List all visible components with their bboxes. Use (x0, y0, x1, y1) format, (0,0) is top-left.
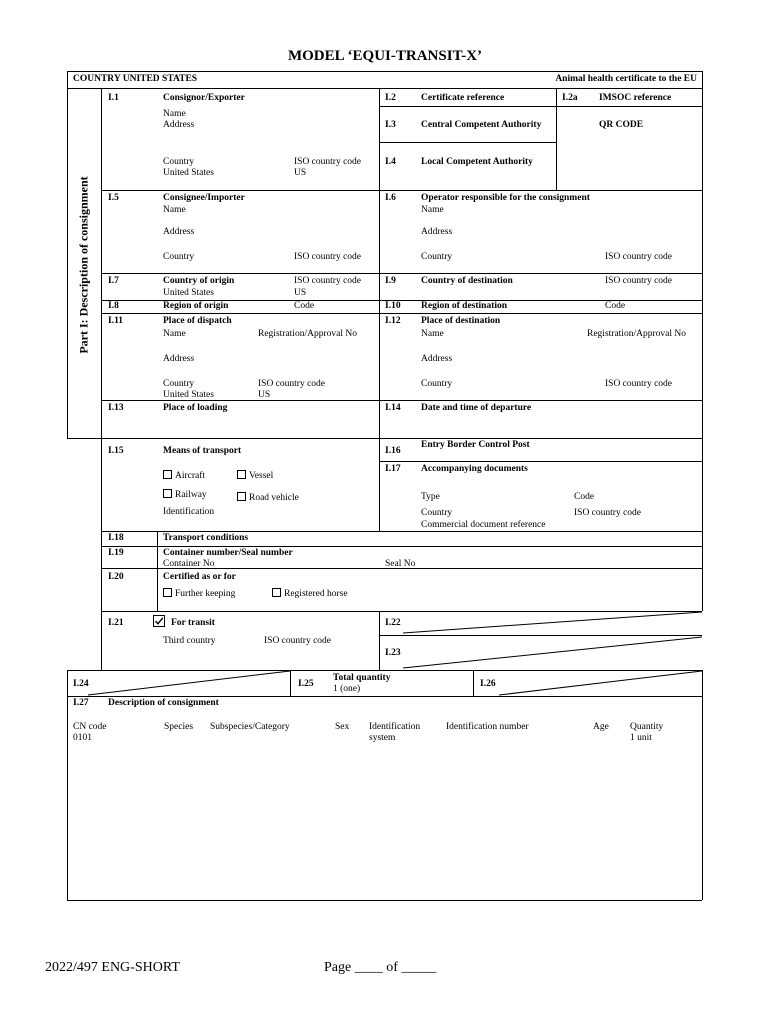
checkbox-icon[interactable] (237, 492, 246, 501)
strike-line-i22 (403, 612, 702, 633)
column-age: Age (593, 722, 609, 732)
checkbox-icon[interactable] (272, 588, 281, 597)
i9-iso: ISO country code (605, 276, 673, 286)
i7-number: I.7 (108, 276, 119, 286)
i11-address: Address (163, 354, 195, 364)
i5-iso: ISO country code (294, 252, 362, 262)
column-identification-number: Identification number (446, 722, 529, 732)
i1-iso-value: US (294, 168, 307, 178)
country-header: COUNTRY UNITED STATES (73, 74, 198, 84)
i1-label: Consignor/Exporter (163, 93, 245, 103)
i21-iso: ISO country code (264, 636, 332, 646)
i1-iso: ISO country code (294, 157, 362, 167)
i11-country-value: United States (163, 390, 214, 400)
i15-identification: Identification (163, 507, 215, 517)
i10-label: Region of destination (421, 301, 508, 311)
i8-number: I.8 (108, 301, 119, 311)
certificate-type: Animal health certificate to the EU (555, 74, 697, 84)
i21-number: I.21 (108, 618, 124, 628)
i11-name: Name (163, 329, 186, 339)
i7-value: United States (163, 288, 214, 298)
i12-label: Place of destination (421, 316, 501, 326)
i2-label: Certificate reference (421, 93, 505, 103)
i11-iso-value: US (258, 390, 271, 400)
i20-number: I.20 (108, 572, 124, 582)
option-label: Registered horse (284, 589, 348, 599)
i1-name: Name (163, 109, 186, 119)
option-label: Aircraft (175, 471, 206, 481)
i23-number: I.23 (385, 648, 401, 658)
i3-number: I.3 (385, 120, 396, 130)
i20-label: Certified as or for (163, 572, 236, 582)
row-quantity: 1 unit (630, 733, 652, 743)
i2a-number: I.2a (562, 93, 578, 103)
column-identification-system: Identification (369, 722, 421, 732)
i1-number: I.1 (108, 93, 119, 103)
i1-address: Address (163, 120, 195, 130)
i27-label: Description of consignment (108, 698, 219, 708)
i3-label: Central Competent Authority (421, 120, 542, 130)
part-label: Part I: Description of consignment (76, 176, 91, 354)
i12-iso: ISO country code (605, 379, 673, 389)
option-road-vehicle[interactable] (237, 492, 299, 504)
i6-number: I.6 (385, 193, 396, 203)
qr-code: QR CODE (599, 120, 644, 130)
i9-number: I.9 (385, 276, 396, 286)
i5-name: Name (163, 205, 186, 215)
i17-type: Type (421, 492, 440, 502)
option-vessel[interactable] (237, 470, 273, 482)
i21-third-country: Third country (163, 636, 216, 646)
i24-number: I.24 (73, 679, 89, 689)
i7-label: Country of origin (163, 276, 235, 286)
i8-label: Region of origin (163, 301, 229, 311)
option-label: Further keeping (175, 589, 236, 599)
option-railway[interactable] (163, 489, 207, 501)
i2a-label: IMSOC reference (599, 93, 672, 103)
i9-label: Country of destination (421, 276, 513, 286)
i10-code: Code (605, 301, 626, 311)
i5-country: Country (163, 252, 195, 262)
column-species: Species (164, 722, 194, 732)
i6-name: Name (421, 205, 444, 215)
i15-label: Means of transport (163, 446, 242, 456)
option-aircraft[interactable] (163, 470, 205, 482)
i19-seal: Seal No (385, 559, 416, 569)
i16-label: Entry Border Control Post (421, 440, 530, 450)
i17-label: Accompanying documents (421, 464, 528, 474)
i27-number: I.27 (73, 698, 89, 708)
i11-country: Country (163, 379, 195, 389)
i1-country-value: United States (163, 168, 214, 178)
option-registered-horse[interactable] (272, 588, 348, 600)
column-cn-code: CN code (73, 722, 107, 732)
option-label: Road vehicle (249, 493, 299, 503)
column-subspecies: Subspecies/Category (210, 722, 290, 732)
i6-country: Country (421, 252, 453, 262)
option-label: Railway (175, 490, 207, 500)
i11-registration: Registration/Approval No (258, 329, 357, 339)
i15-number: I.15 (108, 446, 124, 456)
i25-number: I.25 (298, 679, 314, 689)
i12-country: Country (421, 379, 453, 389)
i7-iso-value: US (294, 288, 307, 298)
i12-number: I.12 (385, 316, 401, 326)
checkbox-icon[interactable] (163, 470, 172, 479)
i12-address: Address (421, 354, 453, 364)
i7-iso: ISO country code (294, 276, 362, 286)
i13-label: Place of loading (163, 403, 228, 413)
checkbox-icon[interactable] (163, 588, 172, 597)
i11-iso: ISO country code (258, 379, 326, 389)
i25-label: Total quantity (333, 673, 391, 683)
i17-iso: ISO country code (574, 508, 642, 518)
i4-label: Local Competent Authority (421, 157, 533, 167)
i5-label: Consignee/Importer (163, 193, 245, 203)
checked-checkbox-icon[interactable] (153, 615, 165, 627)
i12-registration: Registration/Approval No (587, 329, 686, 339)
i17-code: Code (574, 492, 595, 502)
i19-number: I.19 (108, 548, 124, 558)
i5-address: Address (163, 227, 195, 237)
i10-number: I.10 (385, 301, 401, 311)
page-number: Page ____ of _____ (324, 960, 437, 975)
i11-number: I.11 (108, 316, 124, 326)
i14-label: Date and time of departure (421, 403, 532, 413)
column-identification-system-2: system (369, 733, 396, 743)
i19-label: Container number/Seal number (163, 548, 293, 558)
i25-value: 1 (one) (333, 684, 361, 694)
column-quantity: Quantity (630, 722, 664, 732)
i6-address: Address (421, 227, 453, 237)
page-title: MODEL ‘EQUI-TRANSIT-X’ (287, 48, 483, 64)
i14-number: I.14 (385, 403, 401, 413)
i22-number: I.22 (385, 618, 401, 628)
i13-number: I.13 (108, 403, 124, 413)
i8-code: Code (294, 301, 315, 311)
i4-number: I.4 (385, 157, 396, 167)
row-cn-code: 0101 (73, 733, 92, 743)
strike-line-i24 (88, 671, 290, 695)
i18-label: Transport conditions (163, 533, 249, 543)
i11-label: Place of dispatch (163, 316, 232, 326)
i19-container: Container No (163, 559, 215, 569)
i5-number: I.5 (108, 193, 119, 203)
option-label: Vessel (249, 471, 274, 481)
strike-line-i26 (499, 671, 702, 695)
i6-label: Operator responsible for the consignment (421, 193, 590, 203)
i1-country: Country (163, 157, 195, 167)
document-code: 2022/497 ENG-SHORT (45, 960, 180, 975)
strike-line-i23 (403, 637, 702, 668)
i18-number: I.18 (108, 533, 124, 543)
i16-number: I.16 (385, 446, 401, 456)
i17-document-reference: Commercial document reference (421, 520, 546, 530)
i17-number: I.17 (385, 464, 401, 474)
i2-number: I.2 (385, 93, 396, 103)
i12-name: Name (421, 329, 444, 339)
column-sex: Sex (335, 722, 350, 732)
i21-label: For transit (171, 618, 215, 628)
i26-number: I.26 (480, 679, 496, 689)
i17-country: Country (421, 508, 453, 518)
option-further-keeping[interactable] (163, 588, 235, 600)
checkbox-icon[interactable] (163, 489, 172, 498)
i6-iso: ISO country code (605, 252, 673, 262)
checkbox-icon[interactable] (237, 470, 246, 479)
